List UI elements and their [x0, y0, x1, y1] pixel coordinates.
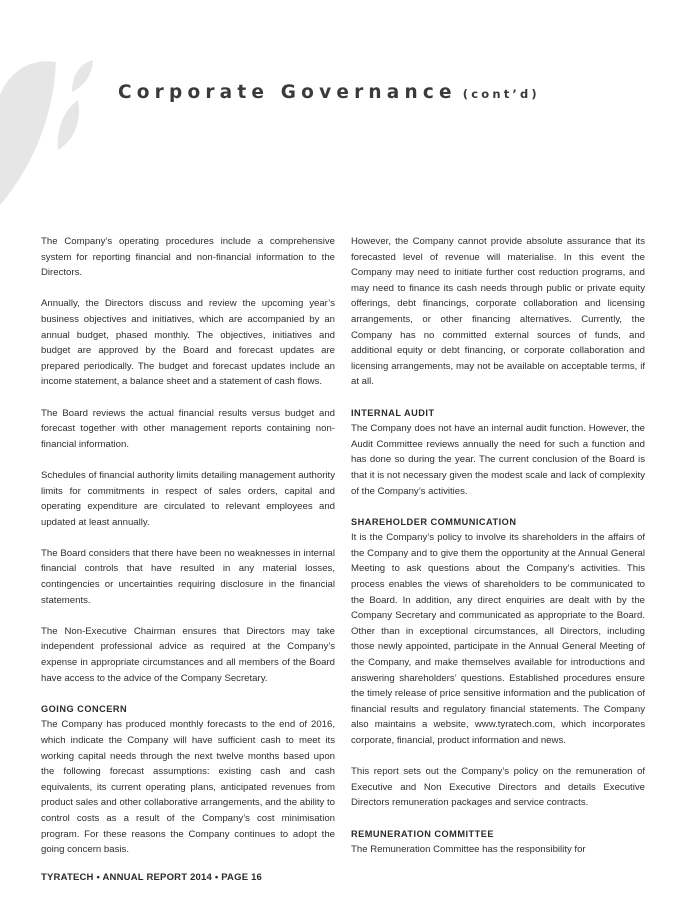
heading-remuneration-committee: REMUNERATION COMMITTEE: [351, 828, 495, 839]
paragraph-going-concern: The Company has produced monthly forecasts to the end of 2016, which indicate the Company will have sufficient cash to meet its working capital needs through the next twelve months based upon the following forecast assumptions: existing cash and cash equivalents, its current operating plans, anticipated revenues from product sales and other collaborative arrangements, and the ability to control costs as a result of the Company’s cost minimisation program. For these reasons the Company continues to adopt the going concern basis.: [41, 719, 335, 856]
page-title-text: Corporate Governance: [118, 82, 457, 103]
page-title: [118, 82, 540, 103]
right-column: [351, 234, 645, 858]
paragraph-annual-budget: Annually, the Directors discuss and review the upcoming year’s business objectives and initiatives, which are accompanied by an annual budget, phased monthly. The objectives, initiatives and budget are approved by the Board and forecast updates are prepared periodically. The budget and forecast updates include an income statement, a balance sheet and a statement of cash flows.: [41, 298, 335, 388]
paragraph-remuneration-report: This report sets out the Company’s policy on the remuneration of Executive and Non Executive Directors and details Executive Directors remuneration packages and service contracts.: [351, 766, 645, 809]
paragraph-professional-advice: The Non-Executive Chairman ensures that Directors may take independent professional advice as required at the Company’s expense in appropriate circumstances and all members of the Board have access to the advice of the Company Secretary.: [41, 625, 335, 684]
page-title-suffix: (cont’d): [462, 87, 540, 101]
paragraph-shareholder-communication: It is the Company’s policy to involve its shareholders in the affairs of the Company and to give them the opportunity at the Annual General Meeting to ask questions about the Company’s activities. This process enables the views of shareholders to be communicated to the Board. In addition, any direct enquiries are dealt with by the Company Secretary and communicated as appropriate to the Board. Other than in exceptional circumstances, all Directors, including those newly appointed, participate in the Annual General Meeting of the Company, and make themselves available for introductions and answering shareholders’ questions. Established procedures ensure the timely release of price sensitive information and the publication of financial results and regulatory financial statements. The Company also maintains a website, www.tyratech.com, which incorporates corporate, financial, product information and news.: [351, 532, 645, 746]
decorative-leaf-shapes: [0, 0, 120, 240]
heading-shareholder-communication: SHAREHOLDER COMMUNICATION: [351, 516, 517, 527]
paragraph-authority-limits: Schedules of financial authority limits detailing management authority limits for commitments in respect of sales orders, capital and operating expenditure are circulated to relevant employees and updated at least annually.: [41, 469, 335, 528]
large-leaf-shape: [0, 61, 56, 205]
left-column: [41, 234, 335, 858]
paragraph-operating-procedures: The Company’s operating procedures include a comprehensive system for reporting financial and non-financial information to the Directors.: [41, 236, 335, 279]
paragraph-financial-results: The Board reviews the actual financial results versus budget and forecast together with other management reports containing non-financial information.: [41, 407, 335, 450]
page-footer: TYRATECH • ANNUAL REPORT 2014 • PAGE 16: [41, 872, 263, 883]
paragraph-remuneration-committee: The Remuneration Committee has the responsibility for: [351, 844, 586, 856]
lower-leaf-shape: [58, 100, 79, 150]
paragraph-internal-audit: The Company does not have an internal audit function. However, the Audit Committee reviews annually the need for such a function and has done so during the year. The current conclusion of the Board is that it is not necessary given the modest scale and lack of complexity of the Company’s activities.: [351, 423, 645, 497]
paragraph-internal-controls: The Board considers that there have been no weaknesses in internal financial controls that have resulted in any material losses, contingencies or uncertainties requiring disclosure in the financial statements.: [41, 547, 335, 606]
heading-internal-audit: INTERNAL AUDIT: [351, 407, 435, 418]
heading-going-concern: GOING CONCERN: [41, 703, 128, 714]
paragraph-assurance: However, the Company cannot provide absolute assurance that its forecasted level of revenue will materialise. In this event the Company may need to initiate further cost reduction programs, and may need to finance its cash needs through public or private equity offerings, debt financings, corporate collaboration and licensing arrangements, or other financing alternatives. Currently, the Company has no committed external sources of funds, and additional equity or debt financing, or corporate collaboration and licensing arrangements, may not be available on acceptable terms, if at all.: [351, 236, 645, 388]
small-leaf-shape: [72, 60, 93, 92]
